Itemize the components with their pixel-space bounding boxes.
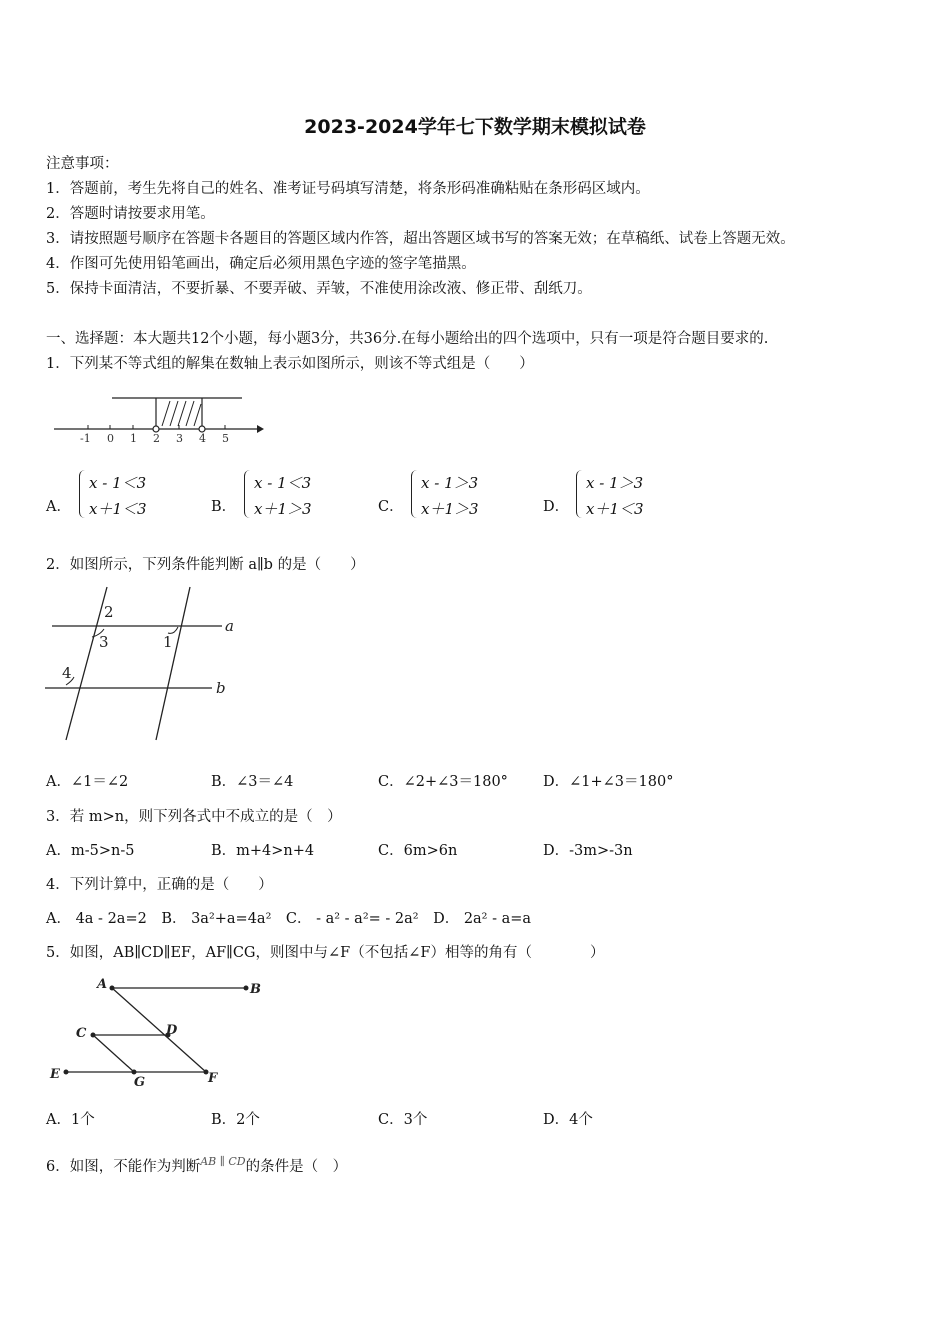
q4-stem: 4．下列计算中，正确的是（ ） [46,877,273,893]
q5-stem: 5．如图，AB∥CD∥EF，AF∥CG，则图中与∠F（不包括∠F）相等的角有（ ） [46,945,605,961]
tick-label-2: 2 [153,432,160,445]
q5-point-c-label: C [76,1026,87,1041]
q1-c-row2: x＋1＞3 [421,500,479,518]
q1-b-row2: x＋1＞3 [254,500,312,518]
q5-point-e-label: E [50,1067,60,1082]
q6-stem-math: AB ∥ CD [200,1155,246,1168]
q5-option-c[interactable]: C．3个 [378,1112,428,1128]
q2-angle-4-label: 4 [62,664,72,682]
q2-angle-2-label: 2 [104,603,114,621]
q5-option-a[interactable]: A．1个 [46,1112,95,1128]
q1-option-d-label[interactable]: D． [543,499,570,515]
q2-parallel-lines-figure [40,585,250,745]
tick-label-3: 3 [176,432,183,445]
tick-label-1: 1 [130,432,137,445]
q2-line-a-label: a [225,617,234,635]
tick-label-m1: -1 [80,432,91,445]
note-item-4: 4．作图可先使用铅笔画出，确定后必须用黑色字迹的签字笔描黑。 [46,256,476,272]
q5-option-d[interactable]: D．4个 [543,1112,593,1128]
q6-stem-post: 的条件是（ ） [245,1159,348,1175]
q2-option-a[interactable]: A．∠1＝∠2 [46,774,129,790]
q2-option-c[interactable]: C．∠2+∠3＝180° [378,774,508,790]
q1-d-row2: x＋1＜3 [586,500,644,518]
q3-option-d[interactable]: D．-3m>-3n [543,843,633,859]
notes-header: 注意事项： [46,156,119,172]
q1-option-b-label[interactable]: B． [211,499,237,515]
q2-stem: 2．如图所示，下列条件能判断 a∥b 的是（ ） [46,557,365,573]
q6-stem [46,1155,347,1176]
q2-option-b[interactable]: B．∠3＝∠4 [211,774,294,790]
section-header: 一、选择题：本大题共12个小题，每小题3分，共36分.在每小题给出的四个选项中，只有一项是符合题目要求的. [46,331,769,347]
q5-point-g-label: G [134,1075,146,1090]
q3-option-c[interactable]: C．6m>6n [378,843,458,859]
q6-stem-pre: 6．如图，不能作为判断 [46,1159,201,1175]
page-title: 2023-2024学年七下数学期末模拟试卷 [304,116,646,138]
q1-c-row1: x - 1＞3 [421,474,479,492]
tick-label-5: 5 [222,432,229,445]
q1-a-row1: x - 1＜3 [89,474,147,492]
q1-stem: 1．下列某不等式组的解集在数轴上表示如图所示，则该不等式组是（ ） [46,356,534,372]
q2-angle-3-label: 3 [99,633,109,651]
number-line-figure [52,392,267,447]
q5-point-a-label: A [97,977,108,992]
q5-point-f-label: F [208,1071,218,1086]
q1-option-a-label[interactable]: A． [46,499,71,515]
note-item-3: 3．请按照题号顺序在答题卡各题目的答题区域内作答，超出答题区域书写的答案无效；在草稿纸、试卷上答题无效。 [46,231,795,247]
q1-option-c-label[interactable]: C． [378,499,404,515]
q3-option-b[interactable]: B．m+4>n+4 [211,843,315,859]
tick-label-0: 0 [107,432,114,445]
q3-stem: 3．若 m>n，则下列各式中不成立的是（ ） [46,809,342,825]
q4-options[interactable]: A． 4a - 2a=2 B． 3a²+a=4a² C． - a² - a²= - 2a² D． 2a² - a=a [46,911,532,927]
q5-point-b-label: B [250,982,261,997]
q3-option-a[interactable]: A．m-5>n-5 [46,843,135,859]
q1-d-row1: x - 1＞3 [586,474,644,492]
q5-option-b[interactable]: B．2个 [211,1112,260,1128]
q5-parallelogram-figure [46,972,276,1092]
note-item-5: 5．保持卡面清洁，不要折暴、不要弄破、弄皱，不准使用涂改液、修正带、刮纸刀。 [46,281,592,297]
note-item-2: 2．答题时请按要求用笔。 [46,206,215,222]
q2-line-b-label: b [216,679,226,697]
tick-label-4: 4 [199,432,206,445]
q2-option-d[interactable]: D．∠1+∠3＝180° [543,774,674,790]
q1-b-row1: x - 1＜3 [254,474,312,492]
note-item-1: 1．答题前，考生先将自己的姓名、准考证号码填写清楚，将条形码准确粘贴在条形码区域内。 [46,181,650,197]
q5-point-d-label: D [166,1023,178,1038]
q2-angle-1-label: 1 [163,633,173,651]
q1-a-row2: x＋1＜3 [89,500,147,518]
